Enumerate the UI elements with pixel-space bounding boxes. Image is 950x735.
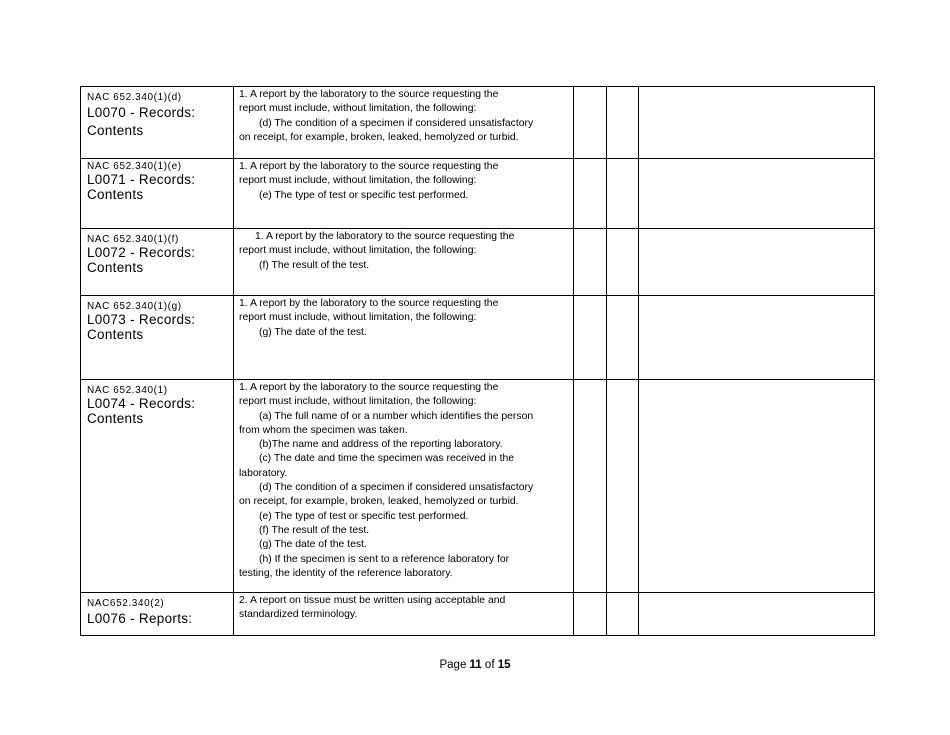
tag-category: Contents (87, 259, 144, 275)
total-pages-number: 15 (497, 659, 511, 671)
regulation-text-cell (234, 380, 574, 593)
tag-code: L0074 - Records: (87, 396, 196, 411)
text-line: (h) If the specimen is sent to a reference laboratory for (259, 553, 510, 565)
tag-category: Contents (87, 186, 144, 202)
check-cell-2[interactable] (607, 87, 639, 159)
tag-label (87, 246, 233, 275)
text-line: report must include, without limitation, the following: (239, 175, 477, 187)
table-row (81, 159, 875, 229)
check-cell-2[interactable] (607, 229, 639, 296)
text-line: (c) The date and time the specimen was received in the (259, 453, 515, 465)
text-line: (f) The result of the test. (259, 524, 370, 536)
text-line: 1. A report by the laboratory to the source requesting the (239, 382, 499, 393)
regulation-text-cell (234, 229, 574, 296)
check-cell-2[interactable] (607, 593, 639, 636)
regulation-id-cell (81, 380, 234, 593)
notes-cell[interactable] (639, 593, 875, 636)
text-line: (b)The name and address of the reporting laboratory. (259, 439, 503, 451)
tag-label (87, 610, 233, 628)
regulation-id-cell (81, 229, 234, 296)
tag-code: L0071 - Records: (87, 172, 196, 187)
text-line: on receipt, for example, broken, leaked, hemolyzed or turbid. (239, 131, 519, 143)
notes-cell[interactable] (639, 380, 875, 593)
table-row (81, 87, 875, 159)
regulation-id-cell (81, 159, 234, 229)
tag-code: L0073 - Records: (87, 312, 196, 327)
nac-reference: NAC 652.340(1)(d) (87, 92, 182, 103)
text-line: 1. A report by the laboratory to the source requesting the (255, 231, 515, 242)
text-line: (e) The type of test or specific test performed. (259, 510, 469, 522)
text-line: 1. A report by the laboratory to the source requesting the (239, 161, 499, 172)
tag-code: L0076 - Reports: (87, 611, 193, 626)
regulation-text-cell (234, 159, 574, 229)
text-line: report must include, without limitation, the following: (239, 245, 477, 257)
tag-code: L0070 - Records: (87, 105, 196, 120)
tag-category: Contents (87, 410, 144, 426)
text-line: (a) The full name of or a number which identifies the person (259, 410, 534, 422)
table-row (81, 229, 875, 296)
text-line: from whom the specimen was taken. (239, 424, 408, 436)
notes-cell[interactable] (639, 159, 875, 229)
table-row (81, 296, 875, 380)
tag-code: L0072 - Records: (87, 245, 196, 260)
page-label: Page (439, 659, 467, 671)
text-line: (e) The type of test or specific test performed. (259, 189, 469, 201)
check-cell-1[interactable] (574, 159, 607, 229)
notes-cell[interactable] (639, 229, 875, 296)
check-cell-1[interactable] (574, 296, 607, 380)
check-cell-1[interactable] (574, 593, 607, 636)
nac-reference: NAC652.340(2) (87, 598, 165, 609)
regulation-text (239, 381, 567, 581)
nac-reference: NAC 652.340(1)(e) (87, 161, 182, 172)
regulation-text (239, 230, 567, 273)
page-footer (0, 659, 950, 671)
regulation-id-cell (81, 87, 234, 159)
check-cell-2[interactable] (607, 159, 639, 229)
tag-category: Contents (87, 123, 144, 138)
text-line: (f) The result of the test. (259, 259, 370, 271)
check-cell-1[interactable] (574, 229, 607, 296)
notes-cell[interactable] (639, 87, 875, 159)
regulation-text (239, 160, 567, 203)
regulation-text-cell (234, 296, 574, 380)
regulation-text (239, 88, 567, 145)
check-cell-1[interactable] (574, 87, 607, 159)
text-line: laboratory. (239, 467, 288, 479)
text-line: (g) The date of the test. (259, 539, 367, 551)
text-line: report must include, without limitation, the following: (239, 312, 477, 324)
text-line: 2. A report on tissue must be written using acceptable and (239, 595, 506, 606)
text-line: report must include, without limitation, the following: (239, 396, 477, 408)
tag-label (87, 173, 233, 202)
text-line: testing, the identity of the reference laboratory. (239, 567, 453, 579)
regulation-id-cell (81, 296, 234, 380)
tag-label (87, 313, 233, 342)
text-line: (d) The condition of a specimen if considered unsatisfactory (259, 482, 534, 494)
tag-label (87, 397, 233, 426)
text-line: on receipt, for example, broken, leaked, hemolyzed or turbid. (239, 496, 519, 508)
regulation-text-cell (234, 87, 574, 159)
table-row (81, 593, 875, 636)
check-cell-2[interactable] (607, 380, 639, 593)
text-line: (d) The condition of a specimen if considered unsatisfactory (259, 117, 534, 129)
text-line: standardized terminology. (239, 609, 358, 621)
regulation-id-cell (81, 593, 234, 636)
current-page-number: 11 (469, 659, 482, 671)
nac-reference: NAC 652.340(1)(g) (87, 301, 182, 312)
regulation-text (239, 594, 567, 623)
text-line: report must include, without limitation, the following: (239, 103, 477, 115)
regulation-table (80, 86, 875, 636)
nac-reference: NAC 652.340(1)(f) (87, 234, 179, 245)
text-line: 1. A report by the laboratory to the source requesting the (239, 298, 499, 309)
nac-reference: NAC 652.340(1) (87, 385, 168, 396)
tag-label (87, 104, 233, 140)
table-row (81, 380, 875, 593)
text-line: 1. A report by the laboratory to the source requesting the (239, 89, 499, 100)
check-cell-1[interactable] (574, 380, 607, 593)
tag-category: Contents (87, 326, 144, 342)
regulation-text (239, 297, 567, 340)
text-line: (g) The date of the test. (259, 326, 367, 338)
regulation-text-cell (234, 593, 574, 636)
page-of-label: of (484, 659, 495, 671)
check-cell-2[interactable] (607, 296, 639, 380)
notes-cell[interactable] (639, 296, 875, 380)
